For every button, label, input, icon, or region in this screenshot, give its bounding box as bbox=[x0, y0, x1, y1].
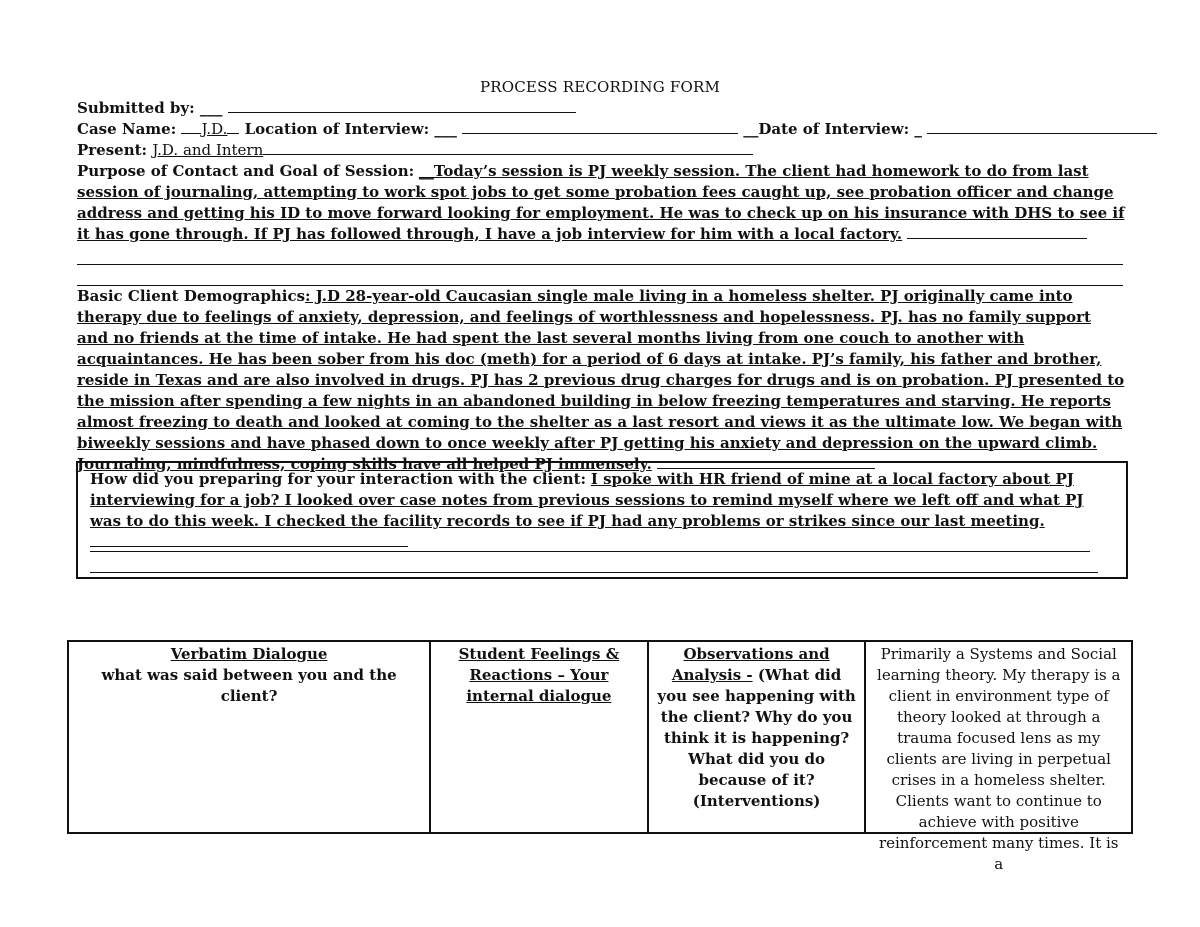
observations-column-header bbox=[648, 641, 866, 833]
case-name-label: Case Name: bbox=[77, 120, 182, 138]
purpose-extra-line bbox=[77, 264, 1123, 265]
demographics-text: : J.D 28-year-old Caucasian single male living in a homeless shelter. PJ originally came into therapy due to feelings of anxiety, depression, and feelings of worthlessness and hopelessness. PJ. has no family support and no friends at the time of intake. He had spent the last several months living from one couch to another with acquaintances. He has been sober from his doc (meth) for a period of 6 days at intake. PJ’s family, his father and brother, reside in Texas and are also involved in drugs. PJ has 2 previous drug charges for drugs and is on probation. PJ presented to the mission after spending a few nights in an abandoned building in below freezing temperatures and starving. He reports almost freezing to death and looked at coming to the shelter as a last resort and views it as the ultimate low. We began with biweekly sessions and have phased down to once weekly after PJ getting his anxiety and depression on the upward climb. Journaling, mindfulness, coping skills have all helped PJ immensely. bbox=[77, 287, 1125, 473]
case-name-row bbox=[77, 119, 1157, 140]
preparation-section bbox=[90, 469, 1110, 553]
verbatim-subtitle: what was said between you and the client? bbox=[101, 666, 397, 705]
present-field[interactable]: J.D. and Intern bbox=[152, 141, 264, 159]
preparation-text: I spoke with HR friend of mine at a local factory about PJ interviewing for a job? I looked over case notes from previous sessions to remind myself where we left off and what PJ was to do this week. I checked the facility records to see if PJ had any problems or strikes since our last meeting. bbox=[90, 470, 1084, 530]
present-label: Present: bbox=[77, 141, 153, 159]
observations-subtitle: (What did you see happening with the client? Why do you think it is happening? What did you do because of it? (Interventions) bbox=[657, 666, 856, 810]
purpose-label: Purpose of Contact and Goal of Session: bbox=[77, 162, 415, 180]
theory-text: Primarily a Systems and Social learning theory. My therapy is a client in environment type of theory looked at through a trauma focused lens as my clients are living in perpetual crises in a homeless shelter. Clients want to continue to achieve with positive reinforcement many times. It is a bbox=[877, 645, 1121, 873]
preparation-extra-line bbox=[90, 551, 1090, 552]
preparation-box bbox=[76, 461, 1128, 579]
demographics-section bbox=[77, 286, 1127, 475]
purpose-text: __Today’s session is PJ weekly session. The client had homework to do from last session of journaling, attempting to work spot jobs to get some probation fees caught up, see probation officer and change address and getting his ID to move forward looking for employment. He was to check up on his insurance with DHS to see if it has gone through. If PJ has followed through, I have a job interview for him with a local factory. bbox=[77, 162, 1125, 243]
observations-title: Observations and Analysis - bbox=[671, 645, 830, 684]
verbatim-title: Verbatim Dialogue bbox=[170, 645, 328, 663]
student-feelings-title: Student Feelings & Reactions – Your internal dialogue bbox=[458, 645, 620, 705]
date-field[interactable] bbox=[927, 119, 1157, 134]
theory-column bbox=[865, 641, 1132, 873]
verbatim-column-header bbox=[68, 641, 430, 833]
demographics-label: Basic Client Demographics bbox=[77, 287, 306, 305]
date-label: __Date of Interview: _ bbox=[743, 120, 922, 138]
submitted-by-row bbox=[77, 98, 576, 119]
process-recording-table bbox=[67, 640, 1133, 873]
preparation-label: How did you preparing for your interaction with the client: bbox=[90, 470, 587, 488]
purpose-section bbox=[77, 161, 1127, 245]
table-row bbox=[68, 641, 1132, 833]
submitted-by-label: Submitted by: ___ bbox=[77, 99, 223, 117]
preparation-extra-line-2 bbox=[90, 572, 1098, 573]
student-feelings-column-header bbox=[430, 641, 648, 833]
present-row bbox=[77, 140, 753, 161]
case-name-field[interactable]: J.D. bbox=[201, 120, 228, 138]
location-field[interactable] bbox=[462, 119, 738, 134]
form-title: PROCESS RECORDING FORM bbox=[479, 78, 721, 96]
submitted-by-field[interactable] bbox=[228, 98, 576, 113]
location-label: Location of Interview: ___ bbox=[244, 120, 457, 138]
